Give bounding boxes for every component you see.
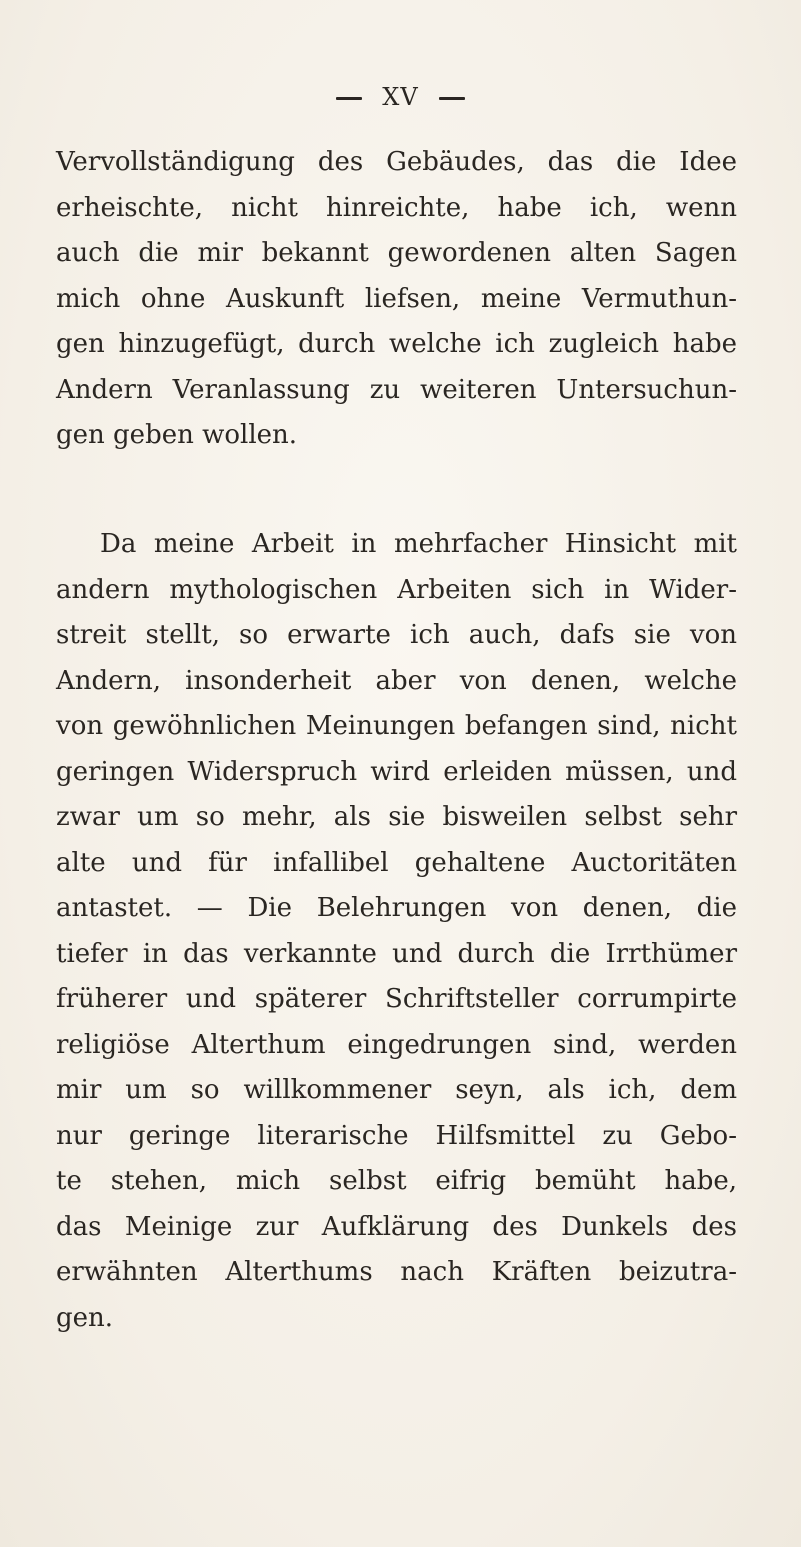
text-line: gen geben wollen. bbox=[56, 420, 298, 450]
text-line: Vervollständigung des Gebäudes, das die Idee bbox=[56, 147, 737, 177]
paragraph-2 bbox=[56, 522, 737, 1341]
page-number: XV bbox=[382, 83, 419, 111]
text-line: mich ohne Auskunft liefsen, meine Vermuthun- bbox=[56, 283, 737, 314]
text-line: Andern, insonderheit aber von denen, welche bbox=[56, 665, 737, 696]
text-line: andern mythologischen Arbeiten sich in Wider- bbox=[56, 574, 737, 605]
text-line: streit stellt, so erwarte ich auch, dafs sie von bbox=[56, 620, 737, 650]
text-line: te stehen, mich selbst eifrig bemüht habe, bbox=[56, 1166, 737, 1196]
paragraph-1 bbox=[56, 140, 737, 459]
text-line: nur geringe literarische Hilfsmittel zu Gebo- bbox=[56, 1120, 737, 1151]
text-line: auch die mir bekannt gewordenen alten Sagen bbox=[56, 238, 737, 268]
text-line: von gewöhnlichen Meinungen befangen sind, nicht bbox=[56, 711, 737, 741]
text-line: das Meinige zur Aufklärung des Dunkels des bbox=[56, 1211, 737, 1242]
text-line: gen hinzugefügt, durch welche ich zugleich habe bbox=[56, 329, 737, 359]
text-line: religiöse Alterthum eingedrungen sind, werden bbox=[56, 1029, 737, 1060]
text-line: Da meine Arbeit in mehrfacher Hinsicht mit bbox=[100, 529, 737, 559]
text-line: erheischte, nicht hinreichte, habe ich, wenn bbox=[56, 192, 737, 223]
text-line: tiefer in das verkannte und durch die Irrthümer bbox=[56, 938, 737, 969]
text-line: Andern Veranlassung zu weiteren Untersuchun- bbox=[56, 374, 737, 405]
text-line: geringen Widerspruch wird erleiden müssen, und bbox=[56, 756, 737, 787]
text-line: zwar um so mehr, als sie bisweilen selbst sehr bbox=[56, 802, 737, 832]
text-line: antastet. — Die Belehrungen von denen, die bbox=[56, 893, 737, 923]
text-line: erwähnten Alterthums nach Kräften beizutra- bbox=[56, 1257, 737, 1287]
text-line: gen. bbox=[56, 1302, 114, 1333]
page-header bbox=[0, 82, 801, 112]
text-line: mir um so willkommener seyn, als ich, dem bbox=[56, 1075, 737, 1105]
text-line: früherer und späterer Schriftsteller corrumpirte bbox=[56, 984, 737, 1014]
header-dash-left bbox=[336, 97, 362, 100]
text-line: alte und für infallibel gehaltene Auctoritäten bbox=[56, 847, 737, 878]
header-dash-right bbox=[439, 97, 465, 100]
